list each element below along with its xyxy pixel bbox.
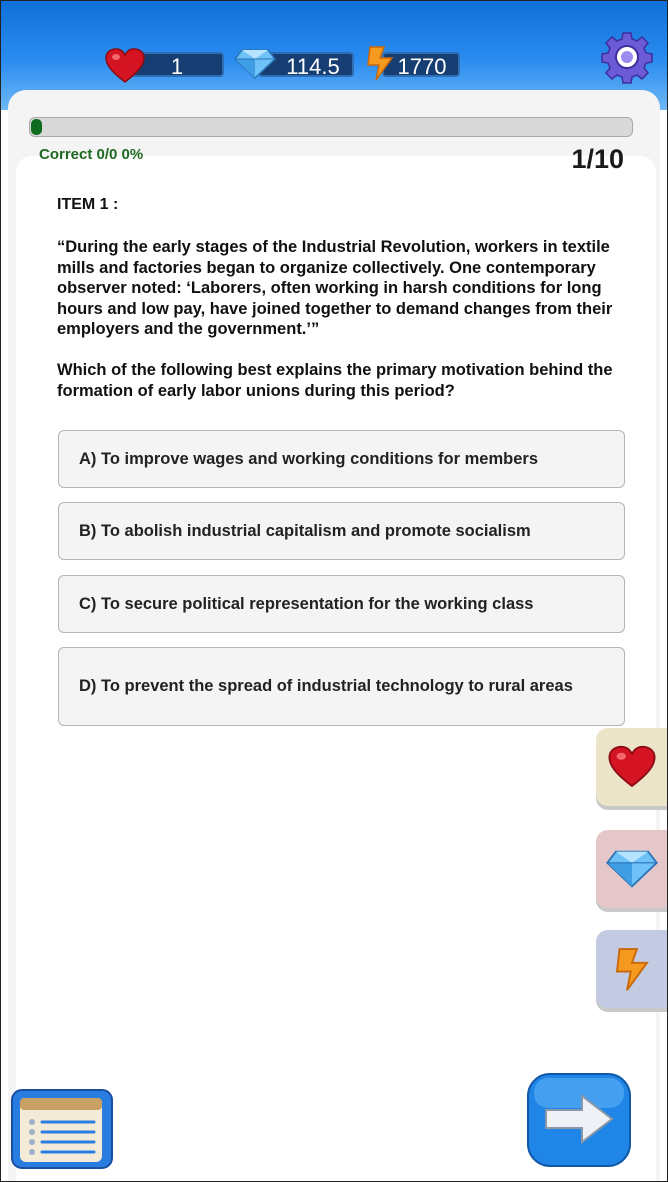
answer-option-d[interactable]: D) To prevent the spread of industrial technology to rural areas xyxy=(58,647,625,726)
answer-option-c[interactable]: C) To secure political representation for the working class xyxy=(58,575,625,633)
progress-bar-fill xyxy=(31,119,42,135)
question-counter: 1/10 xyxy=(571,144,624,174)
energy-value: 1770 xyxy=(397,54,447,79)
gems-value: 114.5 xyxy=(286,54,340,79)
item-passage: “During the early stages of the Industrial Revolution, workers in textile mills and factories began to organize collectively. One contemporary observer noted: ‘Laborers, often working in harsh conditions for long hours and low pay, have joined together to demand changes from their employers and the government.’” xyxy=(57,238,613,338)
lightning-powerup-button[interactable] xyxy=(596,930,668,1008)
lightning-icon xyxy=(364,45,396,81)
answer-option-a[interactable]: A) To improve wages and working conditions for members xyxy=(58,430,625,488)
gem-icon xyxy=(606,849,658,889)
progress-bar xyxy=(29,117,633,137)
heart-powerup-button[interactable] xyxy=(596,728,668,806)
next-arrow-icon[interactable] xyxy=(526,1072,632,1168)
gear-icon[interactable] xyxy=(600,30,654,84)
item-question: Which of the following best explains the primary motivation behind the formation of early labor unions during this period? xyxy=(57,361,613,400)
answer-option-b[interactable]: B) To abolish industrial capitalism and promote socialism xyxy=(58,502,625,560)
lives-value: 1 xyxy=(170,54,184,79)
gem-powerup-button[interactable] xyxy=(596,830,668,908)
correct-score-label: Correct 0/0 0% xyxy=(39,146,144,163)
gem-icon xyxy=(234,49,276,79)
lightning-icon xyxy=(612,944,652,994)
menu-list-icon[interactable] xyxy=(10,1088,114,1170)
heart-icon xyxy=(607,745,657,789)
item-title: ITEM 1 : xyxy=(57,196,119,213)
heart-icon xyxy=(104,48,146,84)
